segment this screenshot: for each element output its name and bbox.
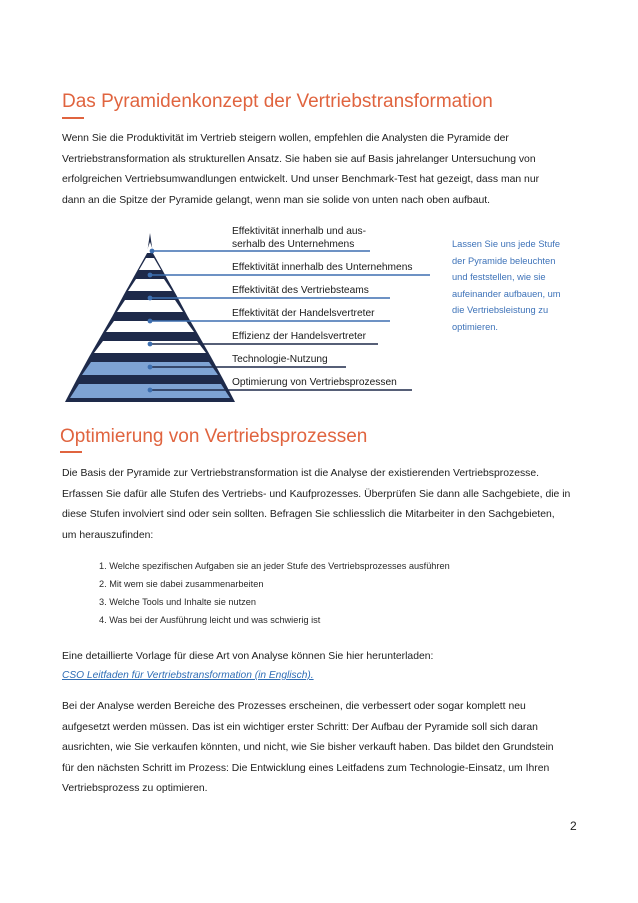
pyramid-label-7: Optimierung von Vertriebsprozessen <box>232 377 397 388</box>
text-line: diese Stufen involviert sind oder sein sollten. Befragen Sie schliesslich die Mitarbeiter in den Sachgebieten, <box>62 509 555 521</box>
closing-paragraph <box>62 697 592 800</box>
text-line: Wenn Sie die Produktivität im Vertrieb steigern wollen, empfehlen die Analysten die Pyramide der <box>62 133 509 144</box>
note-line: die Vertriebsleistung zu <box>452 305 549 315</box>
pyramid-inner <box>117 300 183 312</box>
list-item: 3. Welche Tools und Inhalte sie nutzen <box>99 597 256 607</box>
list-item: 2. Mit wem sie dabei zusammenarbeiten <box>99 579 264 589</box>
text-line: Bei der Analyse werden Bereiche des Prozesses erscheinen, die verbessert oder sogar komplett neu <box>62 701 526 712</box>
pyramid-label-4: Effektivität der Handelsvertreter <box>232 308 375 319</box>
text-line: erfolgreichen Vertriebsumwandlungen entwickelt. Und unser Benchmark-Test hat gezeigt, dass man nur <box>62 174 540 186</box>
text-line: um herauszufinden: <box>62 529 154 541</box>
note-line: und feststellen, wie sie <box>452 272 546 282</box>
list-item: 4. Was bei der Ausführung leicht und was schwierig ist <box>99 615 321 625</box>
text-line: dann an die Spitze der Pyramide gelangt, wenn man sie solide von unten nach oben aufbaut. <box>62 194 491 206</box>
pyramid-label-2: Effektivität innerhalb des Unternehmens <box>232 262 413 273</box>
label-line: serhalb des Unternehmens <box>232 239 355 250</box>
text-line: für den nächsten Schritt im Prozess: Die Entwicklung eines Leitfadens zum Technologie-Einsatz, um Ihren <box>62 762 550 774</box>
download-link[interactable]: CSO Leitfaden für Vertriebstransformation (in Englisch). <box>62 670 314 681</box>
pyramid-label-5: Effizienz der Handelsvertreter <box>232 331 367 342</box>
text-line: Erfassen Sie dafür alle Stufen des Vertriebs- und Kaufprozesses. Überprüfen Sie dann alle Sachgebiete, die in <box>62 488 571 500</box>
section-title-pyramid: Das Pyramidenkonzept der Vertriebstransformation <box>62 91 493 112</box>
optimization-paragraph <box>62 464 592 546</box>
pyramid-side-note <box>452 236 592 335</box>
pyramid-label-3: Effektivität des Vertriebsteams <box>232 285 369 296</box>
page-number: 2 <box>570 819 577 833</box>
text-line: ausrichten, wie Sie verkaufen könnten, und nicht, wie Sie bisher verkauft haben. Das bildet den Grundstein <box>62 742 554 754</box>
text-line: Die Basis der Pyramide zur Vertriebstransformation ist die Analyse der existierenden Vertriebsprozesse. <box>62 468 540 479</box>
text-line: Vertriebsprozess zu optimieren. <box>62 783 208 795</box>
list-item: 1. Welche spezifischen Aufgaben sie an jeder Stufe des Vertriebsprozesses ausführen <box>99 561 450 571</box>
label-line: Effektivität innerhalb und aus- <box>232 226 367 237</box>
title-underline <box>60 451 82 453</box>
text-line: Vertriebstransformation als strukturellen Ansatz. Sie haben sie auf Basis jahrelanger Untersuchung von <box>62 153 536 165</box>
note-line: aufeinander aufbauen, um <box>452 288 561 299</box>
title-underline <box>62 117 84 119</box>
section-title-optimization: Optimierung von Vertriebsprozessen <box>60 426 368 447</box>
download-text: Eine detaillierte Vorlage für diese Art von Analyse können Sie hier herunterladen: <box>62 651 434 662</box>
pyramid-label-1 <box>232 225 366 251</box>
intro-paragraph <box>62 129 582 211</box>
note-line: der Pyramide beleuchten <box>452 255 556 266</box>
pyramid-label-6: Technologie-Nutzung <box>232 354 328 365</box>
note-line: Lassen Sie uns jede Stufe <box>452 239 561 249</box>
note-line: optimieren. <box>452 321 498 332</box>
text-line: aufgesetzt werden müssen. Das ist ein wichtiger erster Schritt: Der Aufbau der Pyramide soll sich daran <box>62 721 538 733</box>
